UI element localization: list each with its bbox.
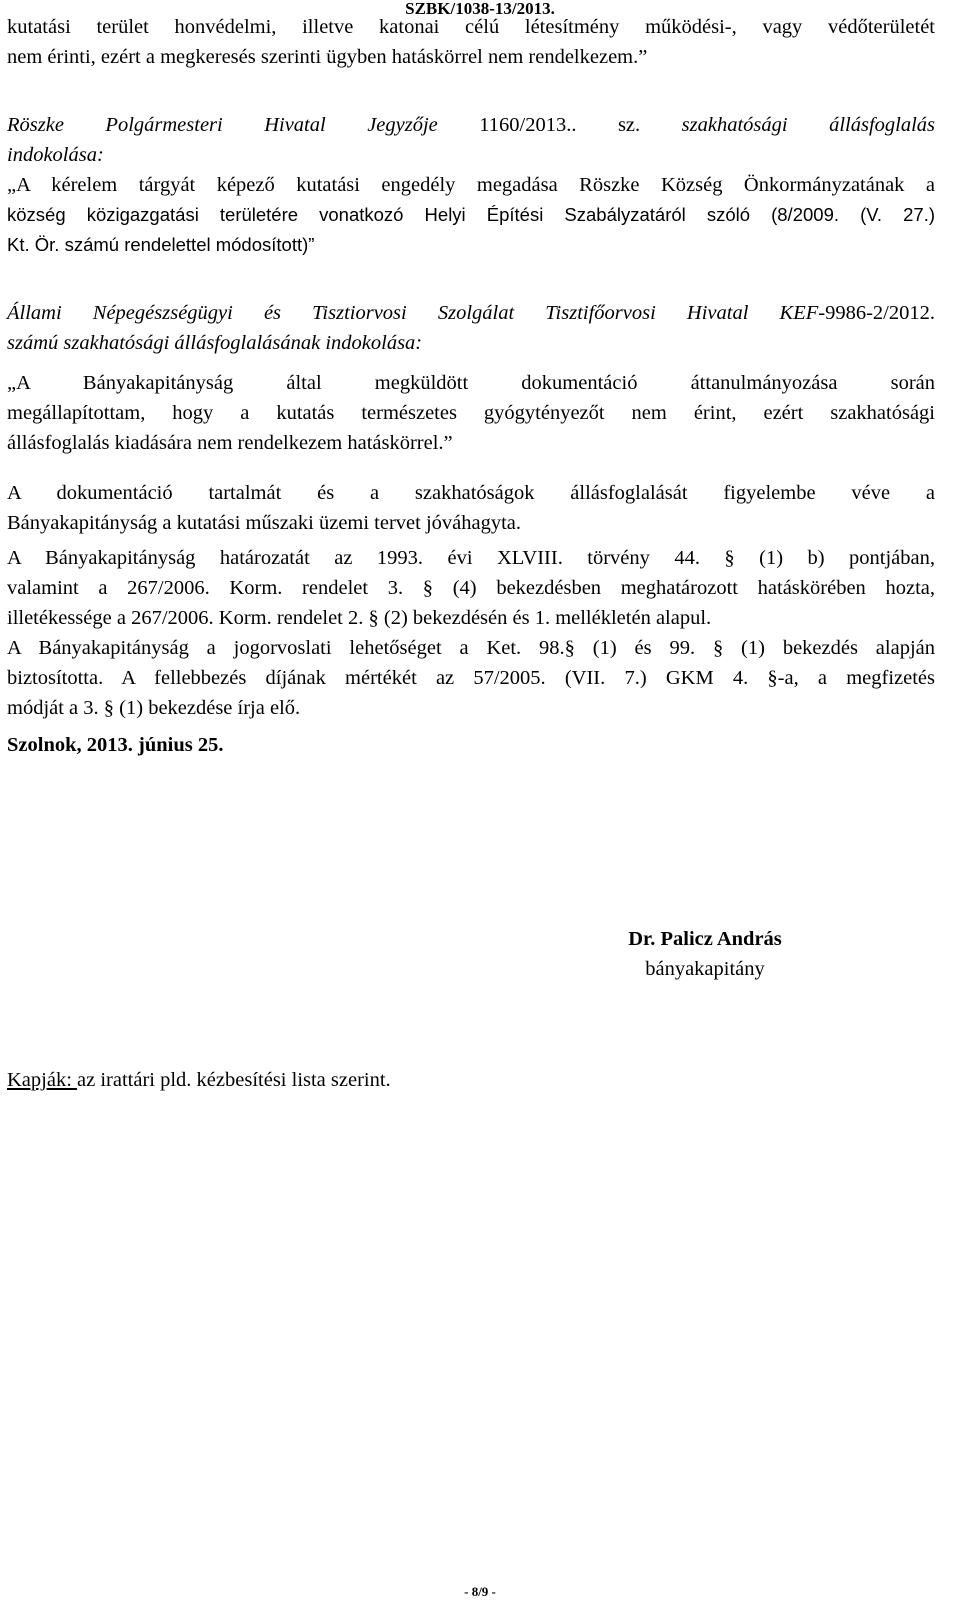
paragraph-approval — [7, 478, 935, 538]
section-title: Állami Népegészségügyi és Tisztiorvosi Szolgálat Tisztifőorvosi Hivatal KEF-9986-2/2012. — [7, 302, 935, 324]
signature-block — [600, 924, 810, 984]
document-reference: SZBK/1038-13/2013. — [405, 0, 555, 18]
text-line: nem érinti, ezért a megkeresés szerinti ügyben hatáskörrel nem rendelkezem.” — [7, 46, 648, 68]
text-line: Kt. Ör. számú rendelettel módosított)” — [7, 234, 315, 255]
recipients — [7, 1065, 935, 1095]
text-line: kutatási terület honvédelmi, illetve katonai célú létesítmény működési-, vagy védőterületét — [7, 16, 935, 38]
place-date: Szolnok, 2013. június 25. — [7, 734, 224, 756]
section-roszke — [7, 110, 935, 260]
section-title: Röszke Polgármesteri Hivatal Jegyzője 1160/2013.. sz. szakhatósági állásfoglalás — [7, 114, 936, 136]
text-line: illetékessége a 267/2006. Korm. rendelet 2. § (2) bekezdésén és 1. mellékletén alapul. — [7, 607, 712, 629]
text-line: Bányakapitányság a kutatási műszaki üzemi tervet jóváhagyta. — [7, 512, 522, 534]
text-line: „A Bányakapitányság által megküldött dokumentáció áttanulmányozása során — [7, 372, 935, 394]
text-line: valamint a 267/2006. Korm. rendelet 3. § (4) bekezdésben meghatározott hatáskörében hozta, — [7, 577, 935, 599]
text-line: A dokumentáció tartalmát és a szakhatóságok állásfoglalását figyelembe véve a — [7, 482, 935, 504]
signatory-name: Dr. Palicz András — [628, 928, 782, 950]
text-line: állásfoglalás kiadására nem rendelkezem hatáskörrel.” — [7, 432, 453, 454]
page-number: - 8/9 - — [464, 1584, 496, 1599]
paragraph-legal — [7, 543, 935, 723]
recipients-text: az irattári pld. kézbesítési lista szerint. — [77, 1069, 391, 1091]
text-line: A Bányakapitányság határozatát az 1993. évi XLVIII. törvény 44. § (1) b) pontjában, — [7, 547, 935, 569]
text-line: biztosította. A fellebbezés díjának mértékét az 57/2005. (VII. 7.) GKM 4. §-a, a megfizetés — [7, 667, 935, 689]
section-title: számú szakhatósági állásfoglalásának indokolása: — [7, 332, 423, 354]
section-title: indokolása: — [7, 144, 104, 166]
section-antsz — [7, 298, 935, 358]
text-line: megállapítottam, hogy a kutatás természetes gyógytényezőt nem érint, ezért szakhatósági — [7, 402, 935, 424]
paragraph-antsz-body — [7, 368, 935, 458]
recipients-label: Kapják: — [7, 1069, 78, 1091]
text-line: módját a 3. § (1) bekezdése írja elő. — [7, 697, 301, 719]
text-line: „A kérelem tárgyát képező kutatási engedély megadása Röszke Község Önkormányzatának a — [7, 174, 935, 196]
signatory-role: bányakapitány — [645, 958, 765, 980]
text-line: A Bányakapitányság a jogorvoslati lehetőséget a Ket. 98.§ (1) és 99. § (1) bekezdés alapján — [7, 637, 935, 659]
text-line: község közigazgatási területére vonatkozó Helyi Építési Szabályzatáról szóló (8/2009. (V. 27.) — [7, 204, 935, 225]
paragraph-military — [7, 12, 935, 72]
